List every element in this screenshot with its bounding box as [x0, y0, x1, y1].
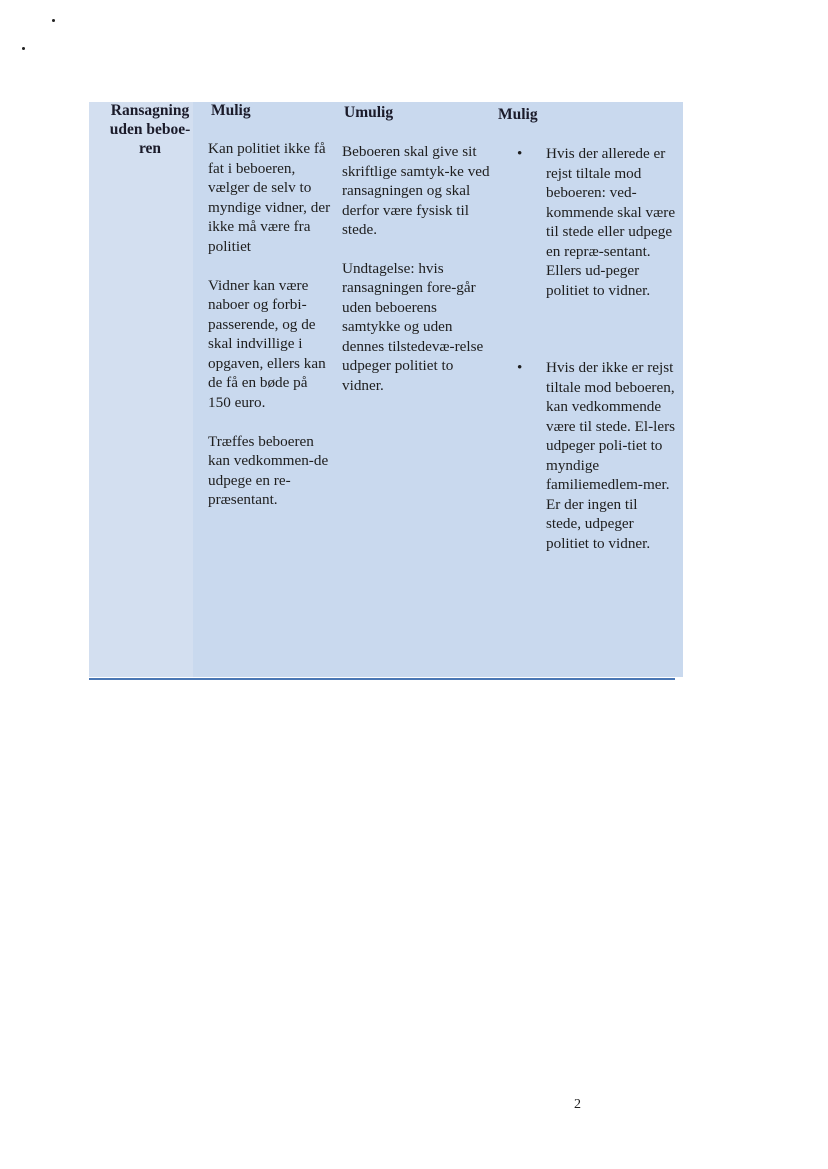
column-3-cell [514, 144, 676, 553]
bullet-icon: • [517, 145, 523, 162]
bullet-text: Hvis der allerede er rejst tiltale mod beboeren: ved-kommende skal være til stede eller udpege en repræ-sentant. Ellers ud-peger politiet to vidner. [546, 145, 676, 299]
page-number: 2 [574, 1097, 581, 1112]
row-header-cell: Ransagning uden beboe-ren [109, 102, 191, 157]
bullet-item [514, 144, 676, 300]
column-1-cell [208, 139, 333, 529]
bullet-icon: • [517, 359, 523, 376]
row-header-column [89, 102, 193, 677]
column-2-cell [342, 142, 492, 414]
bullet-item [514, 358, 676, 553]
scan-speck [22, 47, 25, 50]
scan-speck [52, 19, 55, 22]
bullet-text: Hvis der ikke er rejst tiltale mod beboeren, kan vedkommende være til stede. El-lers udpeger poli-tiet to myndige familiemedlem-mer. Er der ingen til stede, udpeger politiet to vidner. [546, 359, 676, 552]
column-header-possible-2: Mulig [498, 106, 538, 123]
paragraph: Kan politiet ikke få fat i beboeren, vælger de selv to myndige vidner, der ikke må være fra politiet [208, 140, 331, 255]
paragraph: Undtagelse: hvis ransagningen fore-går uden beboerens samtykke og uden dennes tilstedevæ-relse udpeger politiet to vidner. [342, 259, 484, 394]
paragraph: Beboeren skal give sit skriftlige samtyk-ke ved ransagningen og skal derfor være fysisk til stede. [342, 143, 490, 238]
column-header-impossible: Umulig [344, 104, 394, 121]
column-header-possible: Mulig [211, 102, 251, 119]
paragraph: Træffes beboeren kan vedkommen-de udpege en re-præsentant. [208, 432, 329, 508]
paragraph: Vidner kan være naboer og forbi-passerende, og de skal indvillige i opgaven, ellers kan de få en bøde på 150 euro. [208, 276, 326, 411]
table-bottom-border [89, 678, 675, 680]
